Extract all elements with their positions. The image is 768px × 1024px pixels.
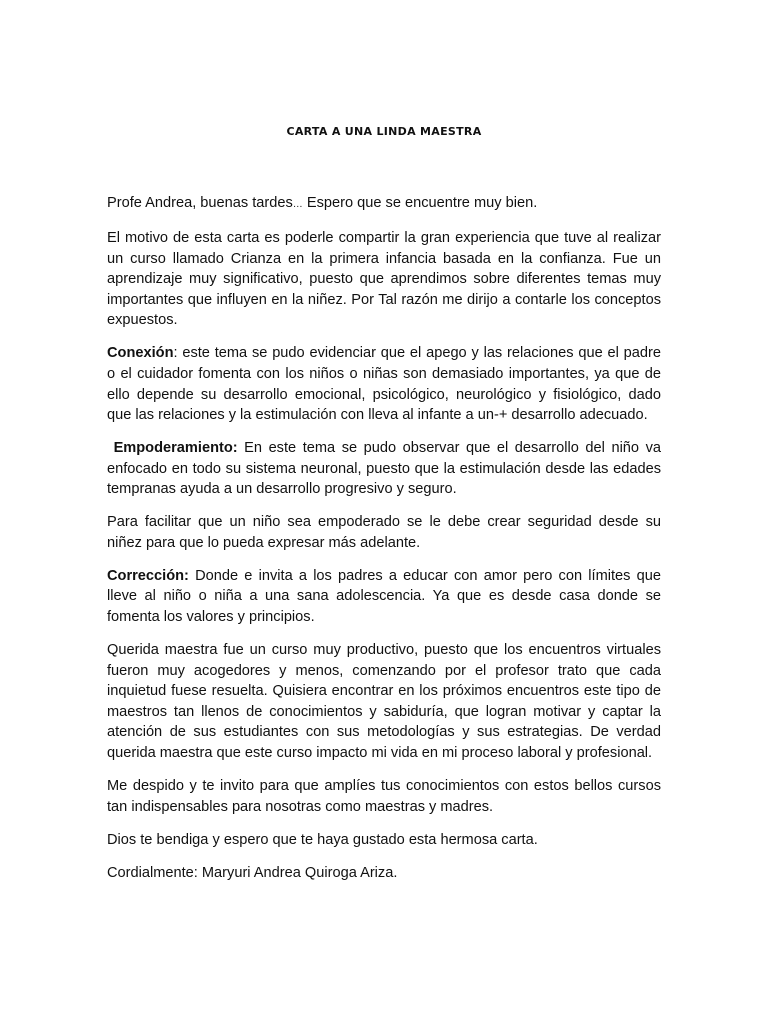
conexion-term: Conexión xyxy=(107,345,174,362)
correccion-text: Donde e invita a los padres a educar con amor pero con límites que lleve al niño o niña a una sana adolescencia. Ya que es desde casa donde se fomenta los valores y principios. xyxy=(107,567,661,626)
closing-paragraph: Querida maestra fue un curso muy productivo, puesto que los encuentros virtuales fueron muy acogedores y menos, comenzando por el profesor trato que cada inquietud fuese resuelta. Quisiera encontrar en los próximos encuentros este tipo de maestros tan llenos de conocimientos y sabiduría, que logran motivar y captar la atención de sus estudiantes con sus metodologías y sus estrategias. De verdad querida maestra que este curso impacto mi vida en mi proceso laboral y profesional. xyxy=(107,642,661,761)
empoderamiento-term: Empoderamiento: xyxy=(113,440,238,457)
signature: Cordialmente: Maryuri Andrea Quiroga Ariza. xyxy=(107,864,398,881)
intro-paragraph: El motivo de esta carta es poderle compartir la gran experiencia que tuve al realizar un curso llamado Crianza en la primera infancia basada en la confianza. Fue un aprendizaje muy significativo, puesto que aprendimos sobre diferentes temas muy importantes que influyen en la niñez. Por Tal razón me dirijo a contarle los conceptos expuestos. xyxy=(107,229,661,329)
conexion-text: : este tema se pudo evidenciar que el apego y las relaciones que el padre o el cuidador fomenta con los niños o niñas son demasiado importantes, ya que de ello depende su desarrollo emocional, psicológico, neurológico y fisiológico, dado que las relaciones y la estimulación con lleva al infante a un-+ desarrollo adecuado. xyxy=(107,345,661,424)
facilitar-paragraph: Para facilitar que un niño sea empoderado se le debe crear seguridad desde su niñez para que lo pueda expresar más adelante. xyxy=(107,514,661,551)
greeting-paragraph xyxy=(107,193,661,216)
correccion-term: Corrección: xyxy=(107,567,189,584)
empoderamiento-paragraph xyxy=(107,438,661,500)
conexion-paragraph xyxy=(107,343,661,425)
greeting-salutation: Profe Andrea, buenas tardes xyxy=(107,195,293,211)
greeting-ellipsis: … xyxy=(292,199,303,210)
greeting-rest: Espero que se encuentre muy bien. xyxy=(302,195,538,211)
letter-body xyxy=(107,193,661,896)
farewell-paragraph: Me despido y te invito para que amplíes tus conocimientos con estos bellos cursos tan indispensables para nosotras como maestras y madres. xyxy=(107,777,661,815)
correccion-paragraph xyxy=(107,566,661,628)
empoderamiento-text: En este tema se pudo observar que el desarrollo del niño va enfocado en todo su sistema neuronal, puesto que la estimulación desde las edades tempranas ayuda a un desarrollo progresivo y seguro. xyxy=(107,440,661,498)
blessing-paragraph: Dios te bendiga y espero que te haya gustado esta hermosa carta. xyxy=(107,831,538,848)
letter-title: CARTA A UNA LINDA MAESTRA xyxy=(286,125,482,138)
